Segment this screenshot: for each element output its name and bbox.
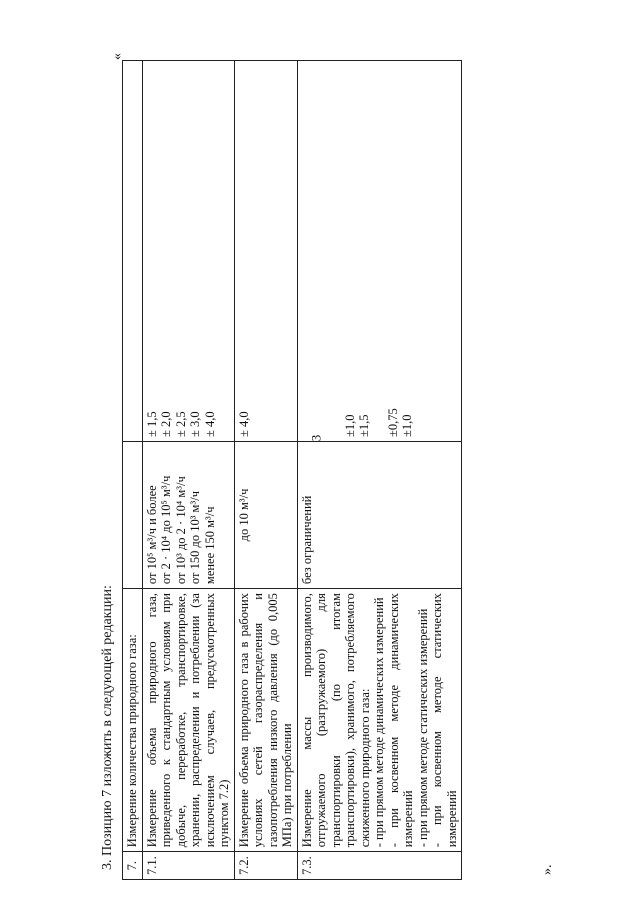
page-number: 3: [308, 434, 324, 442]
closing-quote: ».: [540, 864, 555, 875]
row-name: [142, 589, 234, 852]
row-name-text: Измерение объема природного газа в рабочих условиях сетей газораспределения и газопотребления низкого давления (до 0,005 МПа) при потреблении: [236, 593, 294, 848]
range-line: от 150 до 10³ м³/ч: [188, 491, 202, 585]
regulation-table: [122, 60, 462, 880]
row-range: [234, 441, 297, 588]
error-line: ±1,5: [357, 414, 371, 437]
row-range: [297, 441, 462, 588]
opening-quote: «: [110, 53, 125, 60]
header-title: Измерение количества природного газа:: [123, 589, 143, 852]
error-line: ± 4,0: [202, 411, 217, 437]
row-name-item: - при прямом методе динамических измерений: [372, 597, 386, 848]
row-error: [234, 61, 297, 442]
range-line: от 2 · 10⁴ до 10⁵ м³/ч: [159, 475, 173, 585]
range-line: от 10³ до 2 · 10⁴ м³/ч: [173, 476, 188, 585]
row-name: [297, 589, 462, 852]
error-line: ± 3,0: [188, 411, 202, 437]
table-row: [234, 61, 297, 880]
row-number: 7.3.: [297, 852, 462, 880]
header-number: 7.: [123, 852, 143, 880]
row-name-item: - при прямом методе статических измерений: [415, 608, 430, 848]
range-line: от 10⁵ м³/ч и более: [144, 485, 159, 585]
error-line: ±1,0: [342, 414, 357, 437]
range-line: до 10 м³/ч: [236, 488, 251, 542]
error-line: ±0,75: [385, 408, 400, 437]
row-number: 7.1.: [142, 852, 234, 880]
error-line: ± 2,0: [159, 411, 173, 437]
error-line: ±1,0: [400, 414, 414, 437]
row-number: 7.2.: [234, 852, 297, 880]
row-error: [142, 61, 234, 442]
error-spacer: [300, 65, 343, 437]
row-name-item: - при косвенном методе статических измерений: [430, 593, 459, 848]
range-line: менее 150 м³/ч: [202, 506, 217, 585]
rotated-content: [100, 53, 580, 880]
row-range: [142, 441, 234, 588]
error-line: ± 4,0: [236, 411, 251, 437]
row-error: [297, 61, 462, 442]
row-name-item: - при косвенном методе динамических измерений: [386, 593, 415, 848]
row-name-text: Измерение объема природного газа, приведенного к стандартным условиям при добыче, переработке, транспортировке, хранении, распределении и потреблении (за исключением случаев, предусмотренных пунктом 7.2): [144, 593, 231, 848]
row-name: [234, 589, 297, 852]
table-row: [297, 61, 462, 880]
table-row: [142, 61, 234, 880]
error-line: ± 1,5: [144, 411, 159, 437]
table-header-row: [123, 61, 143, 880]
instruction-text: 3. Позицию 7 изложить в следующей редакции:: [100, 585, 115, 870]
error-spacer: [372, 65, 386, 437]
header-empty-error: [123, 61, 143, 442]
range-line: без ограничений: [299, 495, 314, 585]
error-line: ± 2,5: [173, 411, 188, 437]
row-name-text: Измерение массы производимого, отгружаемого (разгружаемого) для транспортировки (по итогам транспортировки), хранимого, потребляемого сжиженного природного газа:: [299, 593, 372, 848]
header-empty-range: [123, 441, 143, 588]
